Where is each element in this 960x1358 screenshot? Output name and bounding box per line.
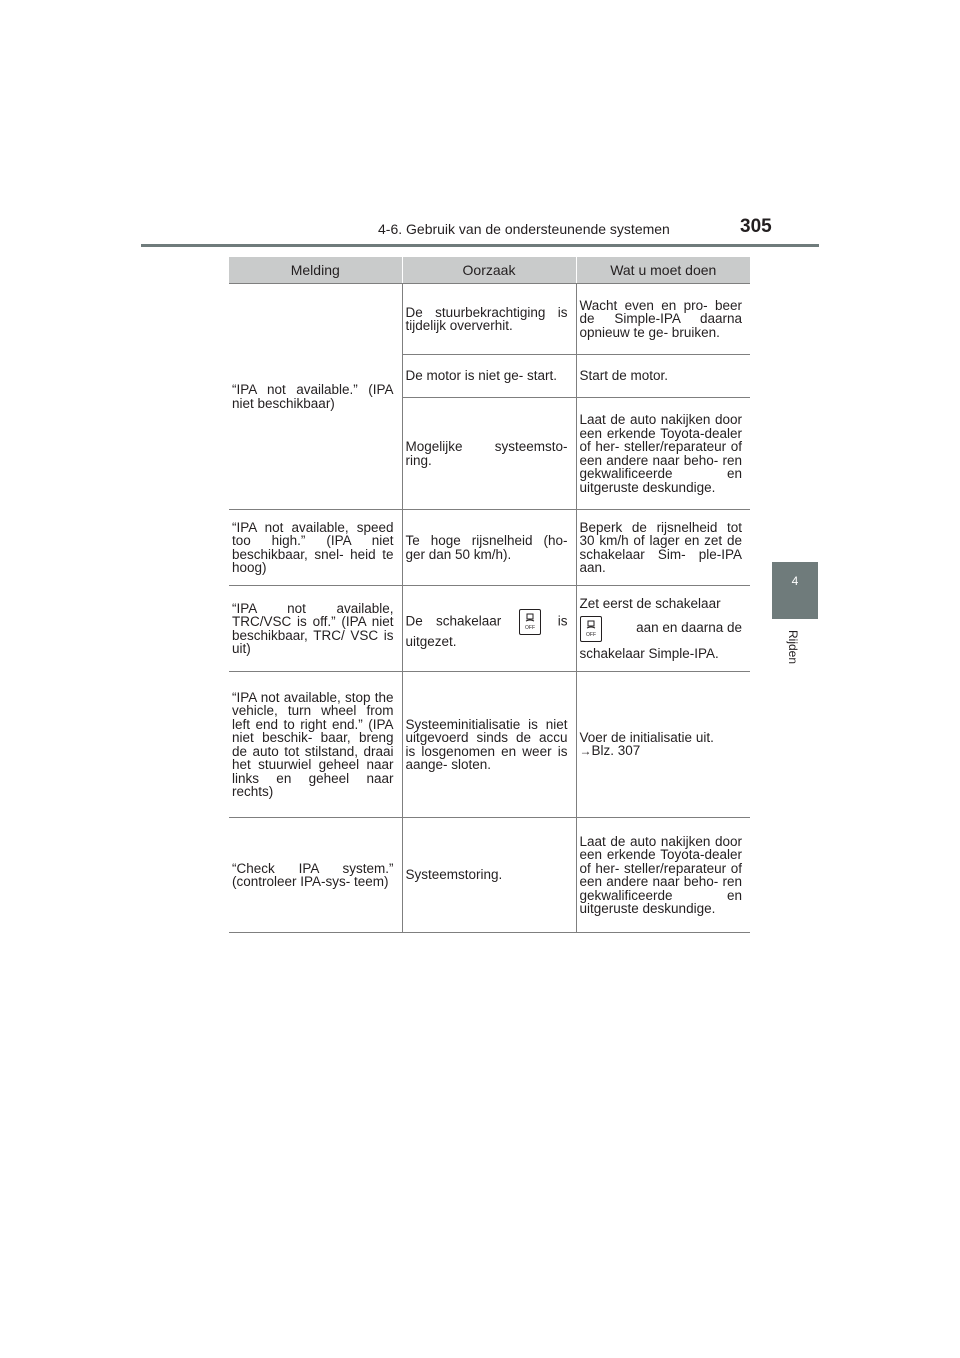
- melding-text: “IPA not available, stop the vehicle, turn wheel from left end to right end.” (IPA niet beschik- baar, breng de auto tot stilstand, draai het stuurwiel geheel naar links en geheel naar rechts): [232, 689, 394, 799]
- actie-text: Start de motor.: [579, 368, 669, 384]
- vsc-off-switch-icon: [580, 616, 602, 642]
- svg-text:OFF: OFF: [524, 624, 535, 631]
- oorzaak-text: [406, 609, 568, 649]
- table-row: [229, 586, 750, 672]
- melding-text: “IPA not available, speed too high.” (IPA niet beschikbaar, snel- heid te hoog): [232, 519, 394, 575]
- actie-cell: [576, 818, 750, 933]
- melding-text: “IPA not available.” (IPA niet beschikbaar): [232, 382, 394, 411]
- actie-text: Beperk de rijsnelheid tot 30 km/h of lager en zet de schakelaar Sim- ple-IPA aan.: [579, 519, 742, 575]
- actie-cell: [576, 586, 750, 672]
- melding-text: “IPA not available, TRC/VSC is off.” (IPA niet beschikbaar, TRC/ VSC is uit): [232, 600, 394, 656]
- oorzaak-cell: [402, 672, 576, 818]
- oorzaak-cell: [402, 284, 576, 355]
- oorzaak-text-start: De schakelaar: [405, 613, 502, 629]
- oorzaak-cell: [402, 398, 576, 510]
- table-row: [229, 284, 750, 355]
- actie-cell: [576, 398, 750, 510]
- oorzaak-cell: [402, 355, 576, 398]
- vsc-off-switch-icon: [519, 609, 541, 635]
- actie-cell: [576, 284, 750, 355]
- chapter-tab: [772, 562, 818, 619]
- melding-cell: [229, 284, 402, 510]
- page-reference-link[interactable]: Blz. 307: [591, 743, 641, 758]
- melding-cell: [229, 672, 402, 818]
- oorzaak-text: Systeeminitialisatie is niet uitgevoerd sinds de accu is losgenomen en weer is aange- sloten.: [405, 716, 568, 772]
- actie-text: Laat de auto nakijken door een erkende Toyota-dealer of her- steller/reparateur of een andere naar beho- ren gekwalificeerde en uitgeruste deskundige.: [579, 412, 742, 495]
- oorzaak-cell: [402, 818, 576, 933]
- actie-text: Wacht even en pro- beer de Simple-IPA daarna opnieuw te ge- bruiken.: [579, 297, 742, 340]
- chapter-tab-number: 4: [791, 574, 799, 588]
- svg-text:OFF: OFF: [585, 631, 596, 638]
- arrow-right-icon: →: [579, 744, 592, 758]
- actie-text-end: schakelaar Simple-IPA.: [579, 645, 719, 661]
- oorzaak-text: Te hoge rijsnelheid (ho- ger dan 50 km/h).: [405, 533, 568, 562]
- chapter-tab-label: [784, 630, 804, 700]
- melding-cell: [229, 510, 402, 586]
- melding-text: “Check IPA system.” (controleer IPA-sys- teem): [232, 860, 394, 889]
- table-row: [229, 510, 750, 586]
- table-header-row: [229, 257, 750, 284]
- actie-cell: [576, 510, 750, 586]
- table-row: [229, 672, 750, 818]
- page-number: 305: [740, 216, 772, 237]
- actie-text-start: Zet eerst de schakelaar: [579, 595, 721, 611]
- oorzaak-text: De motor is niet ge- start.: [405, 368, 558, 384]
- actie-cell: [576, 355, 750, 398]
- oorzaak-text: Systeemstoring.: [405, 867, 503, 883]
- actie-text-middle: aan en daarna de: [636, 619, 742, 635]
- header-divider: [141, 244, 819, 247]
- column-header-oorzaak: Oorzaak: [402, 257, 576, 284]
- oorzaak-text: De stuurbekrachtiging is tijdelijk oververhit.: [405, 304, 568, 333]
- column-header-melding: Melding: [229, 257, 402, 284]
- oorzaak-cell: [402, 510, 576, 586]
- actie-text: [580, 592, 743, 666]
- actie-text: Laat de auto nakijken door een erkende Toyota-dealer of her- steller/reparateur of een andere naar beho- ren gekwalificeerde en uitgeruste deskundige.: [579, 833, 742, 916]
- chapter-title: 4-6. Gebruik van de ondersteunende systemen: [378, 221, 670, 237]
- oorzaak-text: Mogelijke systeemsto- ring.: [405, 439, 568, 468]
- actie-text: [580, 731, 743, 759]
- melding-cell: [229, 586, 402, 672]
- actie-text-start: Voer de initialisatie uit.: [579, 729, 714, 745]
- actie-cell: [576, 672, 750, 818]
- oorzaak-cell: [402, 586, 576, 672]
- chapter-tab-label-text: Rijden: [786, 630, 800, 665]
- melding-cell: [229, 818, 402, 933]
- column-header-actie: Wat u moet doen: [576, 257, 750, 284]
- table-row: [229, 818, 750, 933]
- message-table: [229, 257, 750, 933]
- oorzaak-text-end: is uitgezet.: [405, 613, 568, 649]
